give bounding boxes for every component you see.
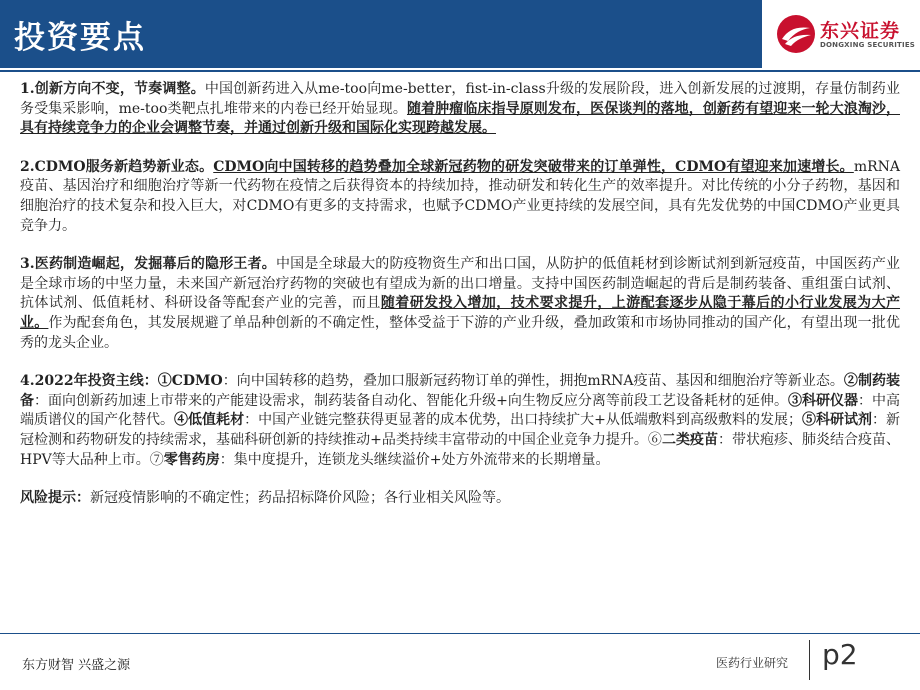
footer-slogan: 东方财智 兴盛之源 [22, 658, 131, 673]
paragraph-innovation [20, 80, 900, 139]
logo-text-cn: 东兴证券 [820, 20, 901, 42]
key-consumables: ④低值耗材 [174, 412, 245, 429]
footer-separator [809, 640, 810, 680]
text-cdmo: mRNA疫苗、基因治疗和细胞治疗等新一代药物在疫情之后获得资本的持续加持，推动研发和转化生产的效率提升。对比传统的小分子药物，基因和细胞治疗的技术复杂和投入巨大，对CDMO有更多的支持需求，也赋予CDMO产业更持续的发展空间，具有先发优势的中国CDMO产业更具竞争力。 [20, 158, 900, 234]
text-risk: 新冠疫情影响的不确定性；药品招标降价风险；各行业相关风险等。 [90, 490, 510, 507]
page-number: p2 [822, 638, 858, 671]
text-key-reagents: ：新冠检测和药物研发的持续需求，基础科研创新的持续推动+品类持续丰富带动的中国企业竞争力提升。⑥ [20, 412, 901, 448]
dongxing-logo-icon [776, 14, 816, 54]
logo-text-en: DONGXING SECURITIES [820, 41, 916, 49]
heading-risk: 风险提示： [20, 490, 90, 507]
highlight-manufacturing: 随着研发投入增加，技术要求提升，上游配套逐步从隐于幕后的小行业发展为大产业。 [20, 295, 901, 331]
page-title: 投资要点 [14, 20, 146, 56]
text-key-instruments: ：中高端质谱仪的国产化替代。 [20, 392, 901, 429]
text-key-cdmo: ：向中国转移的趋势，叠加口服新冠药物订单的弹性，拥抱mRNA疫苗、基因和细胞治疗等新业态。 [222, 373, 844, 390]
text-key-equipment: ：面向创新药加速上市带来的产能建设需求，制药装备自动化、智能化升级+向生物反应分离等前段工艺设备耗材的延伸。 [34, 392, 788, 409]
highlight-innovation: 随着肿瘤临床指导原则发布，医保谈判的落地，创新药有望迎来一轮大浪淘沙，具有持续竞争力的企业会调整节奏，并通过创新升级和国际化实现跨越发展。 [20, 100, 900, 137]
paragraph-risk [20, 489, 900, 509]
key-pharmacy: 零售药房 [163, 451, 220, 468]
heading-cdmo: 2.CDMO服务新趋势新业态。 [20, 158, 214, 175]
header-divider [0, 70, 920, 72]
key-vaccines: 二类疫苗 [661, 431, 718, 448]
text-manufacturing-2: 作为配套角色，其发展规避了单品种创新的不确定性，整体受益于下游的产业升级，叠加政策和市场协同推动的国产化，有望出现一批优秀的龙头企业。 [20, 314, 901, 351]
company-logo [776, 14, 916, 58]
key-equipment: ②制药装备 [20, 373, 900, 409]
text-innovation: 中国创新药进入从me-too向me-better，fist-in-class升级的发展阶段，进入创新发展的过渡期，存量仿制药业务受集采影响，me-too类靶点扎堆带来的内卷已经开始显现。 [20, 81, 900, 117]
text-key-vaccines: ：带状疱疹、肺炎结合疫苗、HPV等大品种上市。⑦ [20, 431, 901, 468]
heading-manufacturing: 3.医药制造崛起，发掘幕后的隐形王者。 [20, 256, 276, 273]
text-key-consumables: ：中国产业链完整获得更显著的成本优势，出口持续扩大+从低端敷料到高级敷料的发展； [244, 412, 802, 429]
key-reagents: ⑤科研试剂 [801, 412, 873, 429]
heading-innovation: 1.创新方向不变，节奏调整。 [20, 81, 205, 97]
header [0, 0, 920, 68]
key-instruments: ③科研仪器 [787, 392, 859, 409]
paragraph-manufacturing [20, 255, 900, 353]
key-cdmo: ①CDMO [157, 373, 223, 390]
text-key-pharmacy: ：集中度提升，连锁龙头继续溢价+处方外流带来的长期增量。 [219, 451, 610, 468]
paragraph-investment-lines [20, 372, 900, 470]
heading-investment-lines: 4.2022年投资主线： [20, 373, 158, 390]
title-bar [0, 0, 762, 68]
paragraph-cdmo [20, 158, 900, 236]
footer-divider [0, 633, 920, 634]
highlight-cdmo: CDMO向中国转移的趋势叠加全球新冠药物的研发突破带来的订单弹性，CDMO有望迎来加速增长。 [213, 158, 854, 175]
footer-report-type: 医药行业研究 [716, 656, 789, 670]
content-body [20, 80, 900, 509]
text-manufacturing-1: 中国是全球最大的防疫物资生产和出口国，从防护的低值耗材到诊断试剂到新冠疫苗，中国医药产业是全球市场的中坚力量，未来国产新冠治疗药物的突破也有望成为新的出口增量。支持中国医药制造崛起的背后是制药装备、重组蛋白试剂、抗体试剂、低值耗材、科研设备等配套产业的完善，而且 [20, 256, 901, 312]
